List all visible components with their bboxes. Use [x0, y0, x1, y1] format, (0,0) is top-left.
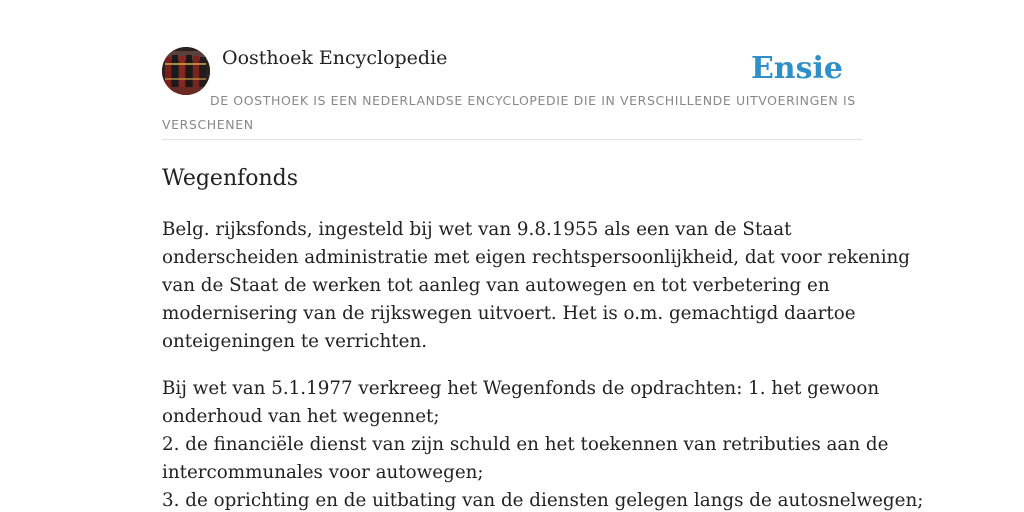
paragraph-1: [162, 216, 911, 356]
site-tagline: DE OOSTHOEK IS EEN NEDERLANDSE ENCYCLOPEDIE DIE IN VERSCHILLENDE UITVOERINGEN IS VERSCHENEN: [162, 93, 856, 132]
article-body: [162, 216, 924, 512]
text-line: onderscheiden administratie met eigen rechtspersoonlijkheid, dat voor rekening: [162, 247, 911, 268]
article-title: Wegenfonds: [162, 166, 299, 191]
encyclopedia-books-avatar[interactable]: [162, 47, 210, 95]
text-line: Belg. rijksfonds, ingesteld bij wet van 9.8.1955 als een van de Staat: [162, 219, 792, 240]
text-line: modernisering van de rijkswegen uitvoert. Het is o.m. gemachtigd daartoe: [162, 303, 856, 324]
content-container: [162, 46, 924, 511]
text-line: onteigeningen te verrichten.: [162, 331, 428, 352]
text-line: onderhoud van het wegennet;: [162, 406, 440, 427]
books-icon: [162, 47, 210, 95]
text-line: van de Staat de werken tot aanleg van autowegen en tot verbetering en: [162, 275, 830, 296]
paragraph-2: [162, 375, 924, 512]
site-title[interactable]: Oosthoek Encyclopedie: [222, 47, 448, 69]
text-line: Bij wet van 5.1.1977 verkreeg het Wegenfonds de opdrachten: 1. het gewoon: [162, 378, 880, 399]
text-line: 2. de financiële dienst van zijn schuld en het toekennen van retributies aan de: [162, 434, 889, 455]
site-header: [162, 46, 862, 140]
text-line: 3. de oprichting en de uitbating van de diensten gelegen langs de autosnelwegen;: [162, 490, 924, 511]
text-line: intercommunales voor autowegen;: [162, 462, 484, 483]
ensie-logo[interactable]: Ensie: [750, 51, 843, 86]
